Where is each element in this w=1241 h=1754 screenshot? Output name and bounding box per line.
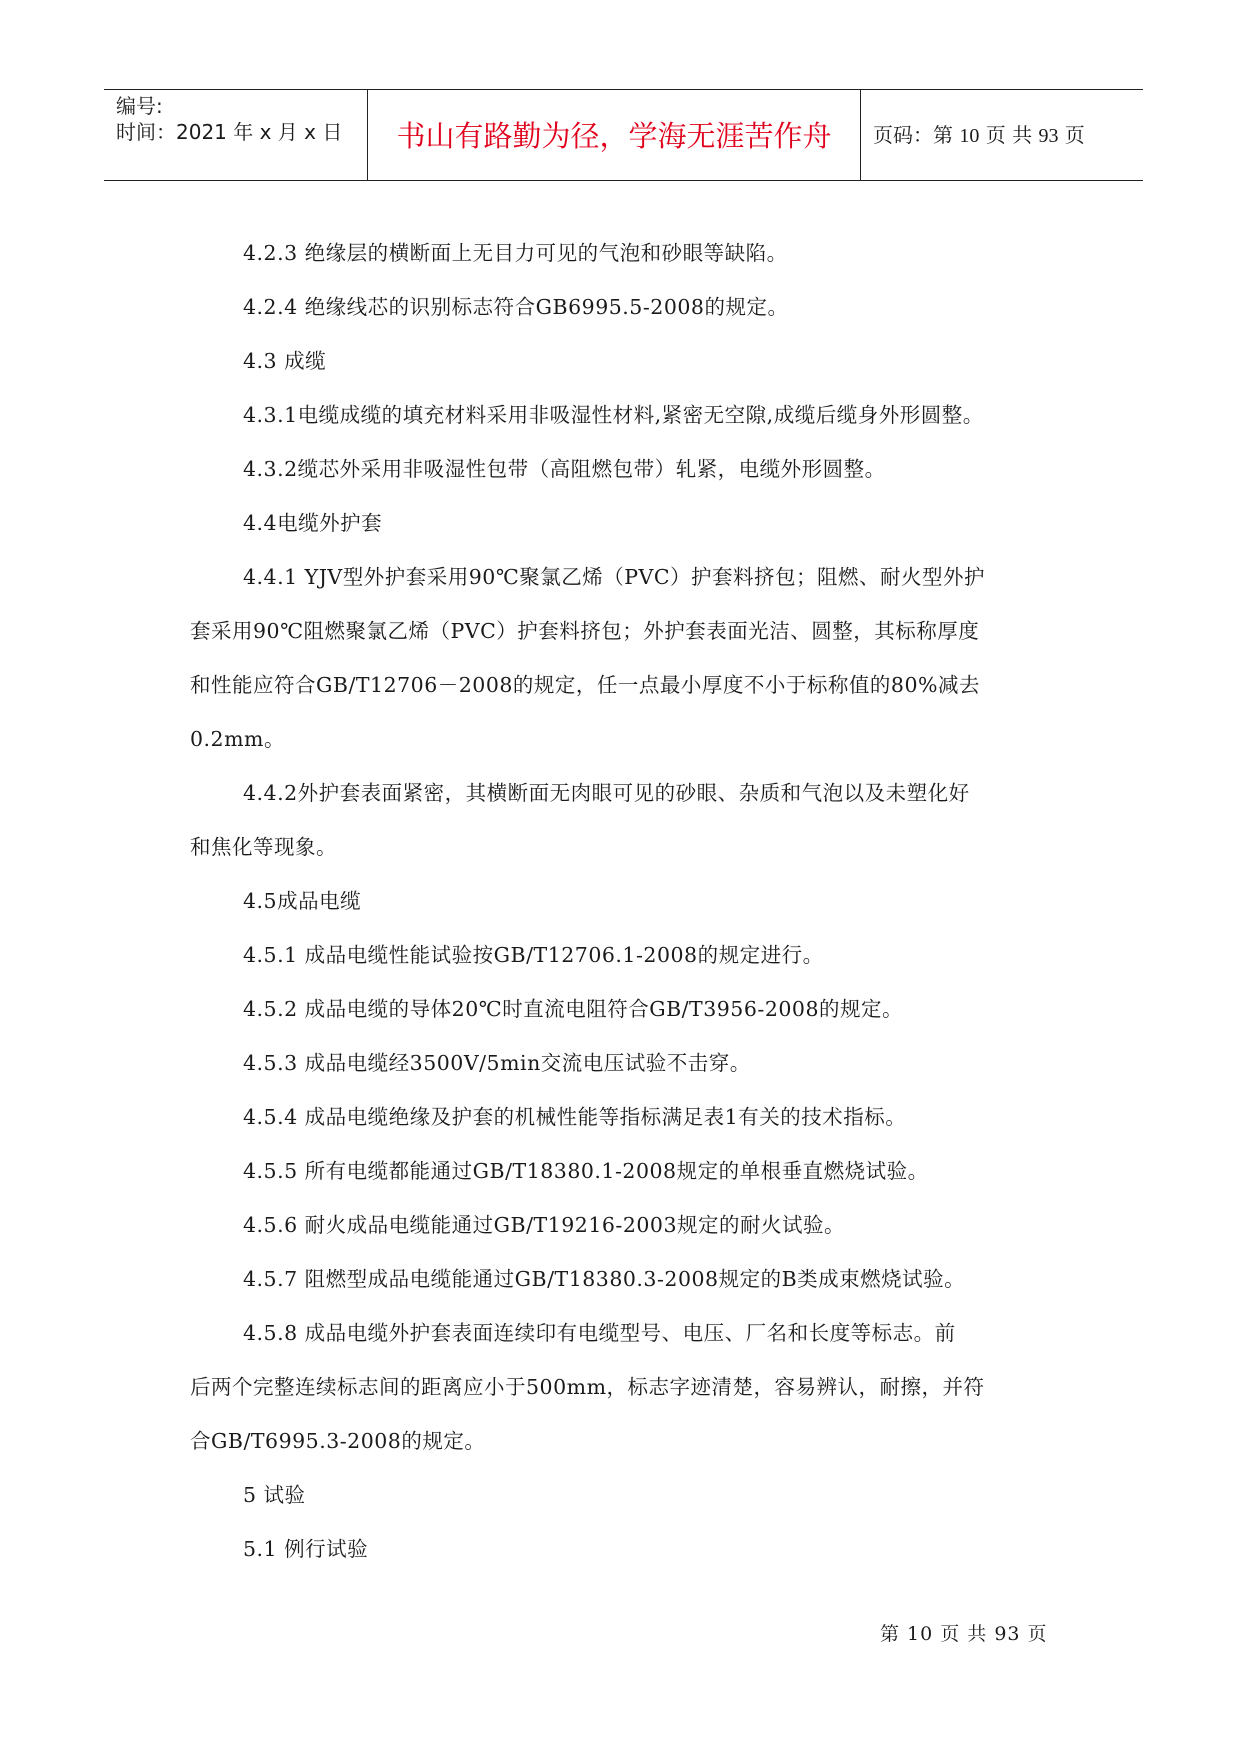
section-heading: 5 试验 [243,1483,306,1507]
page-footer: 第 10 页 共 93 页 [880,1623,1048,1645]
paragraph-line: 4.5.8 成品电缆外护套表面连续印有电缆型号、电压、厂名和长度等标志。前 [243,1321,956,1345]
paragraph-line: 4.2.4 绝缘线芯的识别标志符合GB6995.5-2008的规定。 [243,295,789,319]
paragraph-line: 4.5.2 成品电缆的导体20℃时直流电阻符合GB/T3956-2008的规定。 [243,997,903,1021]
header-motto: 书山有路勤为径，学海无涯苦作舟 [396,119,832,153]
document-time-label: 时间：2021 年 x 月 x 日 [116,120,343,144]
paragraph-line: 4.4.1 YJV型外护套采用90℃聚氯乙烯（PVC）护套料挤包；阻燃、耐火型外护 [243,565,986,589]
section-heading: 4.5成品电缆 [243,889,362,913]
paragraph-line: 合GB/T6995.3-2008的规定。 [190,1429,486,1453]
page-prefix: 页码：第 [873,123,960,147]
paragraph-line: 和焦化等现象。 [190,835,337,859]
paragraph-line: 4.5.7 阻燃型成品电缆能通过GB/T18380.3-2008规定的B类成束燃烧试验。 [243,1267,966,1291]
section-heading: 5.1 例行试验 [243,1537,369,1561]
paragraph-line: 4.5.1 成品电缆性能试验按GB/T12706.1-2008的规定进行。 [243,943,824,967]
page-suffix: 页 [1058,123,1085,147]
header-page-code [873,123,1085,148]
document-body [190,226,1060,1576]
page-total: 93 [1038,125,1059,147]
page-header [104,89,1143,181]
paragraph-line: 套采用90℃阻燃聚氯乙烯（PVC）护套料挤包；外护套表面光洁、圆整，其标称厚度 [190,619,980,643]
page-mid: 页 共 [979,123,1039,147]
paragraph-line: 0.2mm。 [190,727,285,751]
header-page-cell [861,90,1143,180]
paragraph-line: 4.4.2外护套表面紧密，其横断面无肉眼可见的砂眼、杂质和气泡以及未塑化好 [243,781,970,805]
section-heading: 4.3 成缆 [243,349,327,373]
page-current: 10 [959,125,980,147]
paragraph-line: 4.2.3 绝缘层的横断面上无目力可见的气泡和砂眼等缺陷。 [243,241,788,265]
paragraph-line: 和性能应符合GB/T12706－2008的规定，任一点最小厚度不小于标称值的80%减去 [190,673,980,697]
paragraph-line: 4.3.2缆芯外采用非吸湿性包带（高阻燃包带）轧紧，电缆外形圆整。 [243,457,886,481]
section-heading: 4.4电缆外护套 [243,511,383,535]
paragraph-line: 后两个完整连续标志间的距离应小于500mm，标志字迹清楚，容易辨认，耐擦，并符 [190,1375,985,1399]
paragraph-line: 4.5.6 耐火成品电缆能通过GB/T19216-2003规定的耐火试验。 [243,1213,846,1237]
paragraph-line: 4.5.5 所有电缆都能通过GB/T18380.1-2008规定的单根垂直燃烧试验。 [243,1159,929,1183]
document-number-label: 编号: [116,94,163,118]
header-motto-cell [368,90,861,180]
paragraph-line: 4.5.3 成品电缆经3500V/5min交流电压试验不击穿。 [243,1051,751,1075]
header-info-cell [104,90,368,180]
paragraph-line: 4.5.4 成品电缆绝缘及护套的机械性能等指标满足表1有关的技术指标。 [243,1105,907,1129]
paragraph-line: 4.3.1电缆成缆的填充材料采用非吸湿性材料,紧密无空隙,成缆后缆身外形圆整。 [243,403,984,427]
